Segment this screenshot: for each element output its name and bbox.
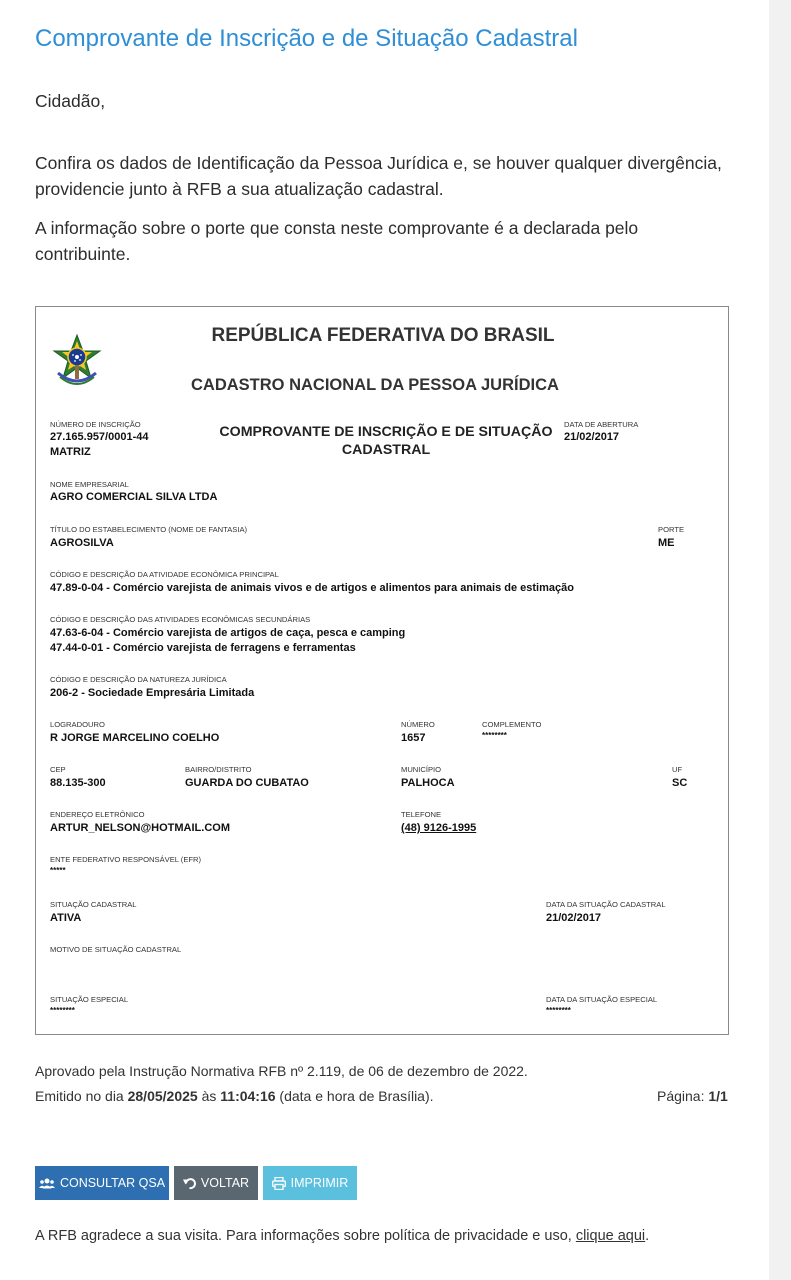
municipio-value: PALHOCA xyxy=(401,777,455,789)
numero-inscricao-label: NÚMERO DE INSCRIÇÃO xyxy=(50,420,141,429)
cep-value: 88.135-300 xyxy=(50,777,106,789)
atividades-secundarias-label: CÓDIGO E DESCRIÇÃO DAS ATIVIDADES ECONÔMICAS SECUNDÁRIAS xyxy=(50,615,311,624)
situacao-especial-value: ******** xyxy=(50,1006,75,1015)
telefone-link[interactable]: (48) 9126-1995 xyxy=(401,822,477,834)
data-situacao-especial-label: DATA DA SITUAÇÃO ESPECIAL xyxy=(546,995,658,1004)
porte-value: ME xyxy=(658,537,675,549)
imprimir-button[interactable]: IMPRIMIR xyxy=(263,1166,357,1200)
efr-label: ENTE FEDERATIVO RESPONSÁVEL (EFR) xyxy=(50,855,202,864)
nome-empresarial-value: AGRO COMERCIAL SILVA LTDA xyxy=(50,491,218,503)
bairro-label: BAIRRO/DISTRITO xyxy=(185,765,252,774)
privacy-note: A RFB agradece a sua visita. Para informações sobre política de privacidade e uso, clique aqui. xyxy=(35,1228,650,1244)
emission-date: 28/05/2025 xyxy=(127,1088,198,1104)
atividade-principal-value: 47.89-0-04 - Comércio varejista de animais vivos e de artigos e alimentos para animais de estimação xyxy=(50,582,574,594)
titulo-estabelecimento-label: TÍTULO DO ESTABELECIMENTO (NOME DE FANTASIA) xyxy=(50,525,248,534)
print-icon xyxy=(272,1177,286,1190)
email-label: ENDEREÇO ELETRÔNICO xyxy=(50,810,145,819)
privacy-link[interactable]: clique aqui xyxy=(575,1228,646,1244)
municipio-label: MUNICÍPIO xyxy=(401,765,442,774)
page-title: Comprovante de Inscrição e de Situação Cadastral xyxy=(35,25,578,52)
situacao-value: ATIVA xyxy=(50,912,82,924)
greeting: Cidadão, xyxy=(35,91,106,111)
complemento-value: ******** xyxy=(482,731,507,740)
atividade-secundaria-item: 47.44-0-01 - Comércio varejista de ferragens e ferramentas xyxy=(50,642,356,654)
data-situacao-especial-value: ******** xyxy=(546,1006,571,1015)
atividade-secundaria-item: 47.63-6-04 - Comércio varejista de artigos de caça, pesca e camping xyxy=(50,627,406,639)
numero-value: 1657 xyxy=(401,732,426,744)
numero-inscricao-value: 27.165.957/0001-44 xyxy=(50,431,149,443)
motivo-label: MOTIVO DE SITUAÇÃO CADASTRAL xyxy=(50,945,182,954)
cep-label: CEP xyxy=(50,765,66,774)
uf-value: SC xyxy=(672,777,688,789)
inscricao-type: MATRIZ xyxy=(50,446,91,458)
numero-label: NÚMERO xyxy=(401,720,435,729)
logradouro-label: LOGRADOURO xyxy=(50,720,105,729)
intro-text: Confira os dados de Identificação da Pessoa Jurídica e, se houver qualquer divergência, providencie junto à RFB a sua atualização cadastral. xyxy=(35,153,722,199)
titulo-estabelecimento-value: AGROSILVA xyxy=(50,537,114,549)
complemento-label: COMPLEMENTO xyxy=(482,720,542,729)
emission-info: Emitido no dia 28/05/2025 às 11:04:16 (data e hora de Brasília). xyxy=(35,1088,434,1104)
telefone-label: TELEFONE xyxy=(401,810,442,819)
document-title: COMPROVANTE DE INSCRIÇÃO E DE SITUAÇÃO CADASTRAL xyxy=(219,424,553,458)
uf-label: UF xyxy=(672,765,683,774)
emission-time: 11:04:16 xyxy=(220,1088,276,1104)
data-abertura-label: DATA DE ABERTURA xyxy=(564,420,639,429)
vertical-scrollbar[interactable] xyxy=(769,0,791,1280)
nome-empresarial-label: NOME EMPRESARIAL xyxy=(50,480,129,489)
consultar-qsa-button[interactable]: CONSULTAR QSA xyxy=(35,1166,169,1200)
page-number: Página: 1/1 xyxy=(657,1088,728,1104)
users-icon xyxy=(39,1178,55,1189)
porte-label: PORTE xyxy=(658,525,685,534)
atividade-principal-label: CÓDIGO E DESCRIÇÃO DA ATIVIDADE ECONÔMICA PRINCIPAL xyxy=(50,570,279,579)
natureza-juridica-value: 206-2 - Sociedade Empresária Limitada xyxy=(50,687,255,699)
cnpj-header: CADASTRO NACIONAL DA PESSOA JURÍDICA xyxy=(191,376,559,394)
cnpj-certificate xyxy=(35,306,729,1035)
undo-icon xyxy=(183,1177,196,1190)
data-abertura-value: 21/02/2017 xyxy=(564,431,620,443)
logradouro-value: R JORGE MARCELINO COELHO xyxy=(50,732,220,744)
porte-note: A informação sobre o porte que consta neste comprovante é a declarada pelo contribuinte. xyxy=(35,218,639,264)
efr-value: ***** xyxy=(50,866,66,875)
data-situacao-value: 21/02/2017 xyxy=(546,912,602,924)
republic-header: REPÚBLICA FEDERATIVA DO BRASIL xyxy=(211,325,555,346)
situacao-label: SITUAÇÃO CADASTRAL xyxy=(50,900,137,909)
voltar-button[interactable]: VOLTAR xyxy=(174,1166,258,1200)
natureza-juridica-label: CÓDIGO E DESCRIÇÃO DA NATUREZA JURÍDICA xyxy=(50,675,227,684)
approval-note: Aprovado pela Instrução Normativa RFB nº 2.119, de 06 de dezembro de 2022. xyxy=(35,1063,528,1079)
data-situacao-label: DATA DA SITUAÇÃO CADASTRAL xyxy=(546,900,666,909)
bairro-value: GUARDA DO CUBATAO xyxy=(185,777,309,789)
email-value: ARTUR_NELSON@HOTMAIL.COM xyxy=(50,822,230,834)
situacao-especial-label: SITUAÇÃO ESPECIAL xyxy=(50,995,129,1004)
